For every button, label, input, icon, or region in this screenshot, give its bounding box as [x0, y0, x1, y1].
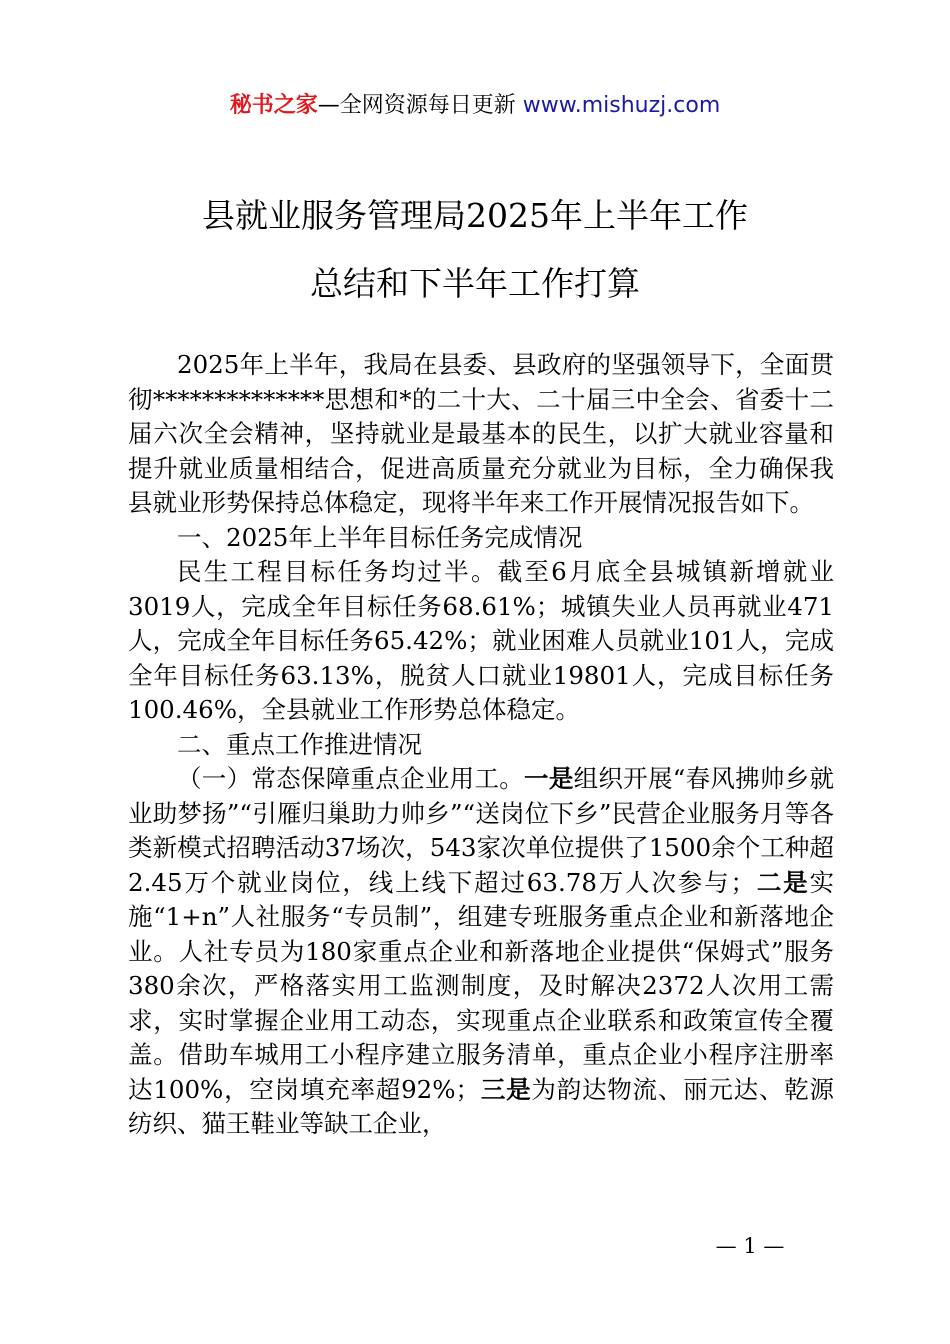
keyword-third: 三是	[480, 1074, 532, 1104]
section-1-heading: 一、2025年上半年目标任务完成情况	[177, 522, 583, 552]
site-url[interactable]: www.mishuzj.com	[522, 93, 721, 118]
item-first-text: 组织开展“春风拂帅乡就业助梦扬”“引雁归巢助力帅乡”“送岗位下乡”民营企业服务月等各类新模式招聘活动37场次，543家次单位提供了1500余个工种超2.45万个就业岗位，线上线下超过63.78万人次参与；	[128, 764, 835, 897]
header-tagline: —全网资源每日更新	[317, 93, 516, 118]
document-title-line-2: 总结和下半年工作打算	[310, 264, 640, 303]
intro-paragraph: 2025年上半年，我局在县委、县政府的坚强领导下，全面贯彻**************思想和*的二十大、二十届三中全会、省委十二届六次全会精神，坚持就业是最基本的民生，以扩大就业容量和提升就业质量相结合，促进高质量充分就业为目标，全力确保我县就业形势保持总体稳定，现将半年来工作开展情况报告如下。	[128, 350, 834, 517]
section-1-paragraph: 民生工程目标任务均过半。截至6月底全县城镇新增就业3019人，完成全年目标任务68.61%；城镇失业人员再就业471人，完成全年目标任务65.42%；就业困难人员就业101人，完成全年目标任务63.13%，脱贫人口就业19801人，完成目标任务100.46%，全县就业工作形势总体稳定。	[128, 557, 834, 724]
page-number: — 1 —	[715, 1234, 785, 1258]
keyword-second: 二是	[754, 867, 810, 897]
item-second-text: 实施“1+n”人社服务“专员制”，组建专班服务重点企业和新落地企业。人社专员为180家重点企业和新落地企业提供“保姆式”服务380余次，严格落实用工监测制度，及时解决2372人次用工需求，实时掌握企业用工动态，实现重点企业联系和政策宣传全覆盖。借助车城用工小程序建立服务清单，重点企业小程序注册率达100%，空岗填充率超92%；	[128, 867, 835, 1104]
subsection-1-lead: （一）常态保障重点企业用工。	[177, 764, 525, 793]
document-title-line-1: 县就业服务管理局2025年上半年工作	[202, 196, 748, 235]
subsection-1-paragraph	[128, 762, 834, 1142]
section-2-heading: 二、重点工作推进情况	[177, 729, 422, 759]
brand-name: 秘书之家	[229, 93, 318, 118]
document-body	[128, 348, 834, 1142]
keyword-first: 一是	[524, 764, 574, 793]
site-header	[0, 88, 950, 119]
item-third-text: 为韵达物流、丽元达、乾源纺织、猫王鞋业等缺工企业，	[128, 1074, 835, 1138]
